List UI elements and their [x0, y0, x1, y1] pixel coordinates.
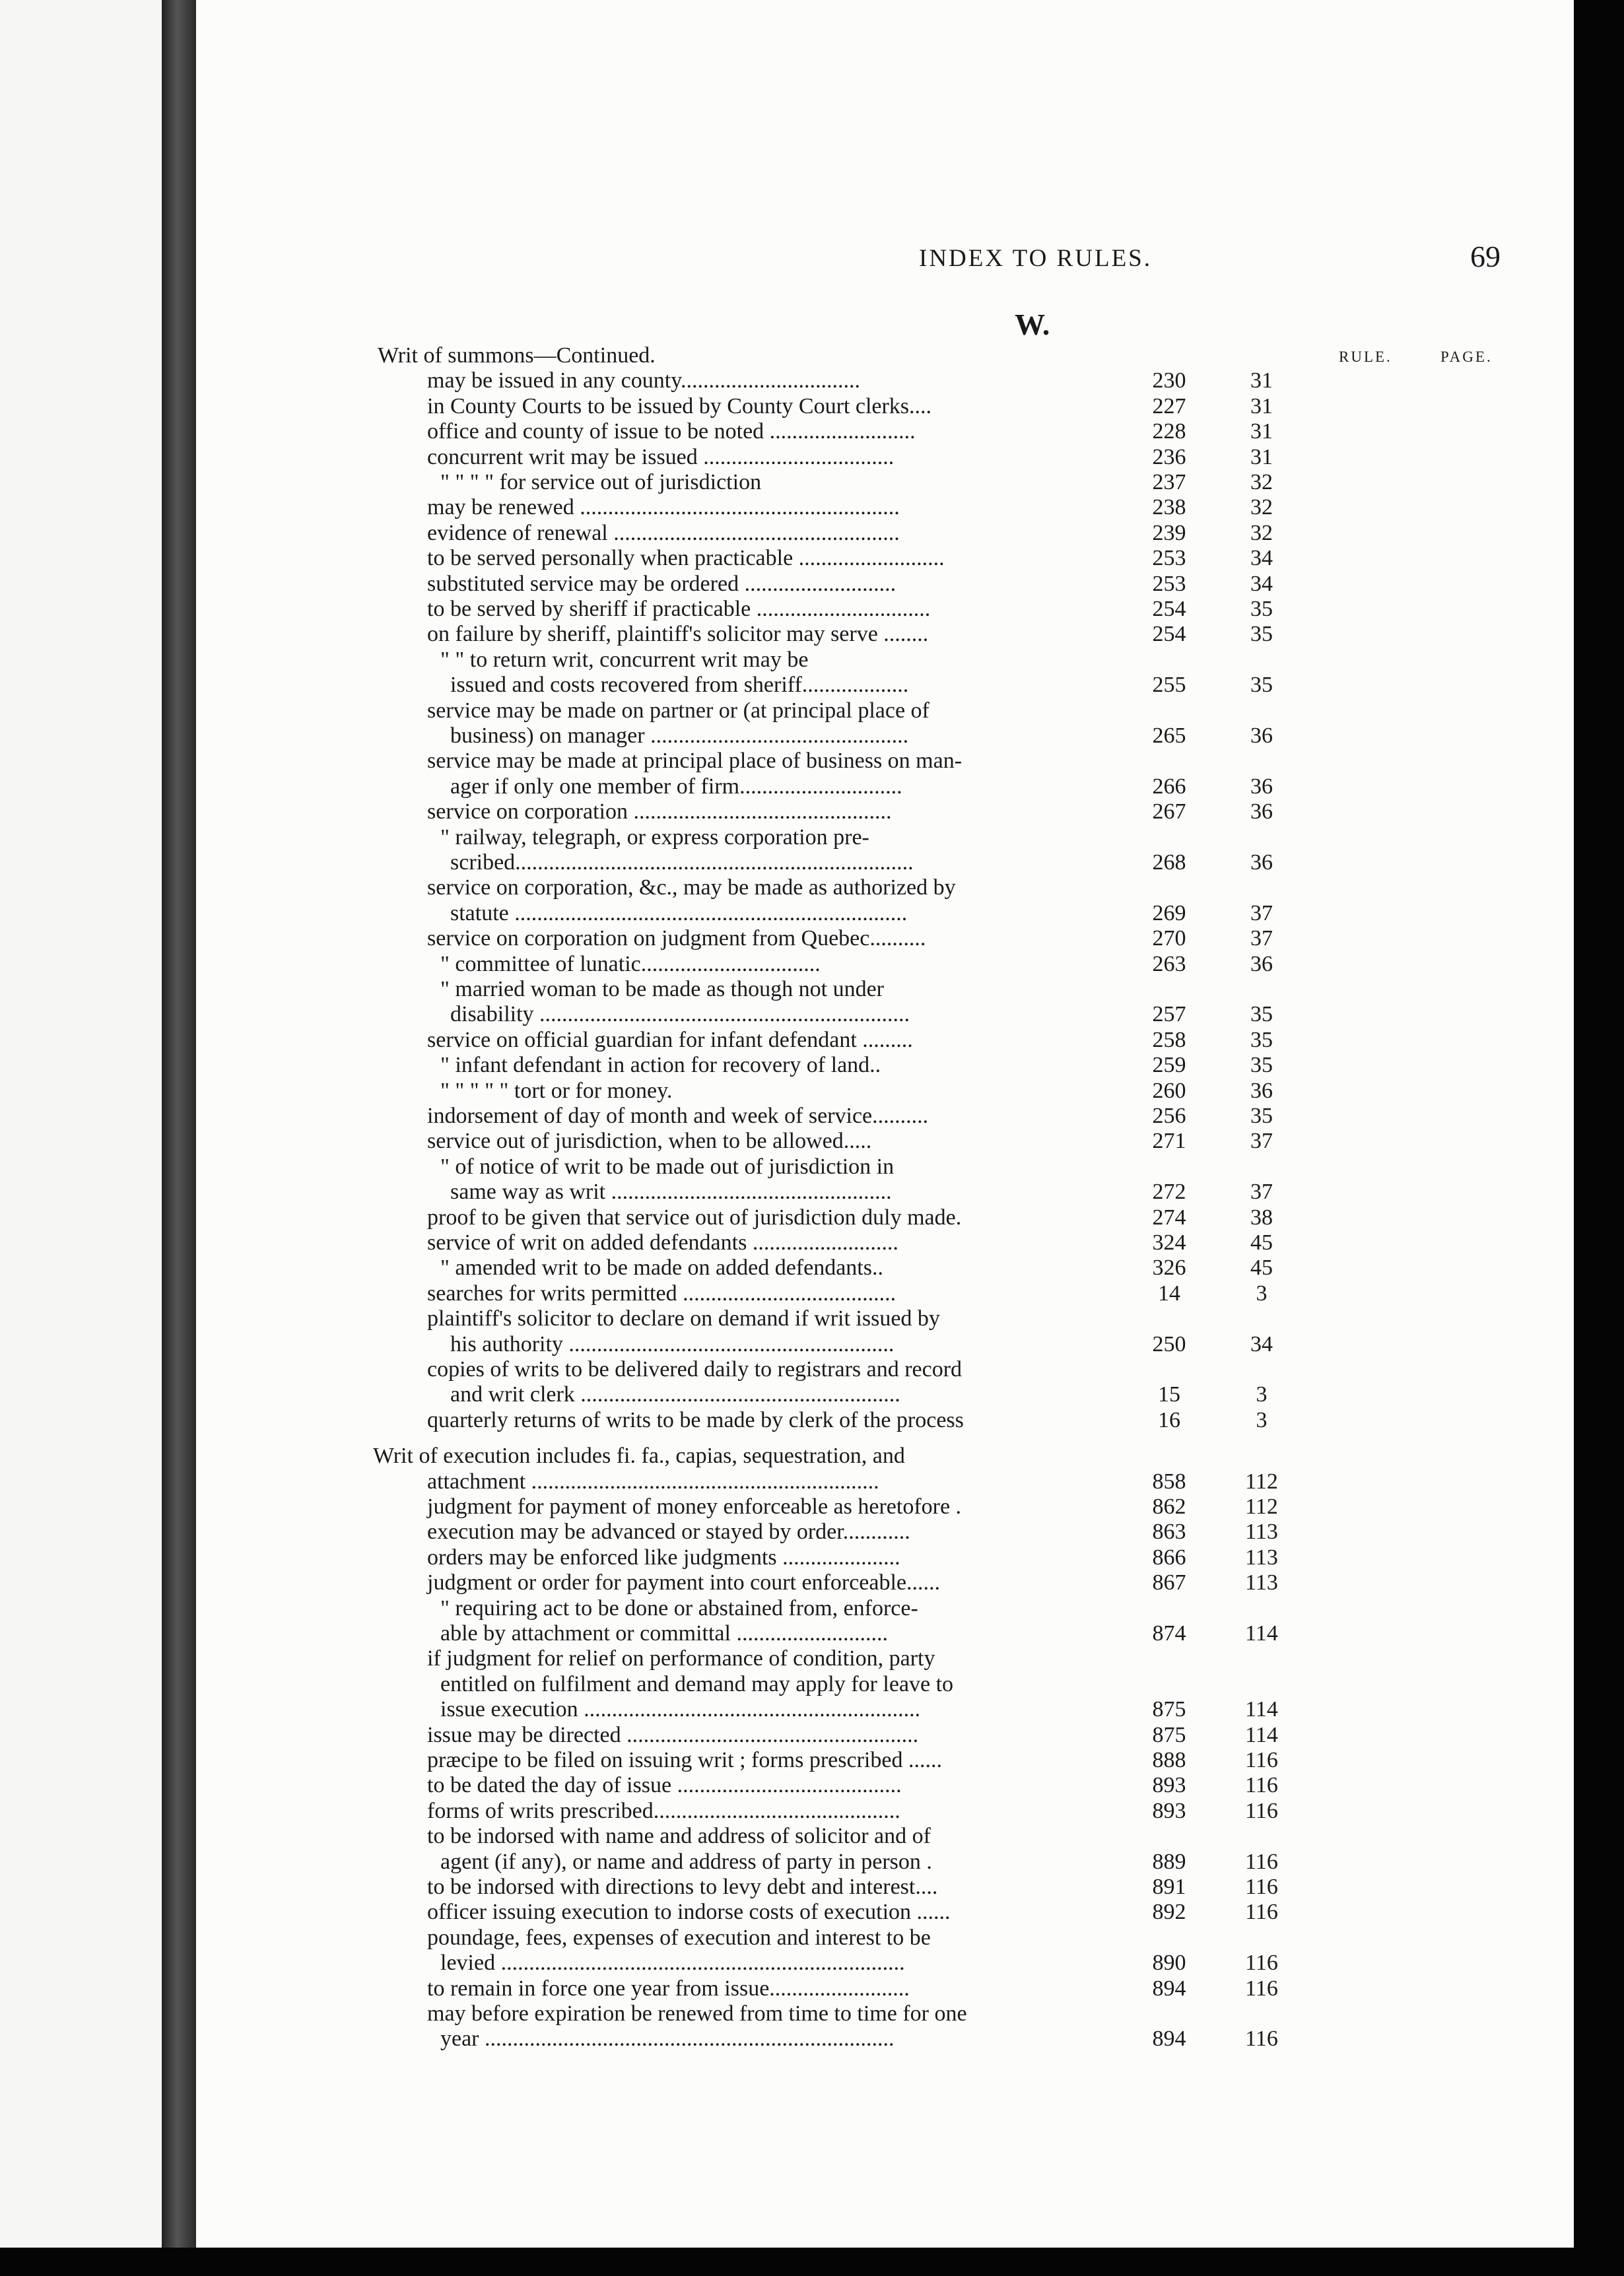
index-entry-line [196, 1951, 1574, 1976]
entry-text: to be indorsed with name and address of solicitor and of [427, 1824, 931, 1849]
index-entry-line [196, 901, 1574, 926]
rule-number: 236 [1152, 444, 1186, 469]
index-entry-line [196, 419, 1574, 444]
rule-number: 230 [1152, 368, 1186, 393]
entry-text: may be issued in any county................................ [427, 368, 860, 393]
rule-number: 253 [1152, 571, 1186, 596]
rule-number: 253 [1152, 546, 1186, 571]
rule-column-header: RULE. [1339, 349, 1392, 365]
page-reference: 116 [1245, 1748, 1278, 1772]
entry-text: service on official guardian for infant defendant ......... [427, 1027, 913, 1052]
rule-number: 266 [1152, 774, 1186, 799]
rule-number: 256 [1152, 1104, 1186, 1128]
index-entry-line [196, 1230, 1574, 1255]
page-reference: 116 [1245, 1849, 1278, 1874]
index-entry-line [196, 648, 1574, 673]
rule-number: 271 [1152, 1129, 1186, 1154]
rule-number: 890 [1152, 1951, 1186, 1976]
page-reference: 114 [1245, 1621, 1278, 1646]
rule-number: 14 [1158, 1281, 1180, 1306]
index-entry-line [196, 1672, 1574, 1697]
page-reference: 116 [1245, 1900, 1278, 1925]
entry-text: concurrent writ may be issued .................................. [427, 444, 895, 469]
index-entry-line [196, 1799, 1574, 1824]
page-reference: 31 [1250, 368, 1273, 393]
entry-text: issued and costs recovered from sheriff................... [450, 673, 909, 698]
rule-number: 263 [1152, 951, 1186, 976]
rule-number: 892 [1152, 1900, 1186, 1925]
index-entry-line [196, 673, 1574, 698]
index-entry-line [196, 2001, 1574, 2026]
section-letter: W. [1015, 308, 1050, 341]
index-entry-line [196, 1382, 1574, 1407]
index-entry-line [196, 1205, 1574, 1230]
index-entry-line [196, 1281, 1574, 1306]
index-entry-line [196, 1053, 1574, 1078]
entry-text: judgment or order for payment into court enforceable...... [427, 1570, 941, 1595]
entry-text: issue execution ............................................................ [440, 1697, 921, 1722]
page-reference: 3 [1256, 1281, 1268, 1306]
rule-number: 889 [1152, 1849, 1186, 1874]
rule-number: 272 [1152, 1180, 1186, 1205]
page-reference: 3 [1256, 1407, 1268, 1432]
index-entry-line [196, 1028, 1574, 1053]
page-reference: 113 [1245, 1545, 1278, 1570]
rule-number: 254 [1152, 597, 1186, 621]
index-entry-line [196, 1002, 1574, 1027]
index-entry-line [196, 597, 1574, 622]
page-reference: 32 [1250, 520, 1273, 545]
index-entry-line [196, 1180, 1574, 1205]
entry-text: judgment for payment of money enforceable as heretofore . [427, 1494, 962, 1519]
facing-page-edge [0, 0, 162, 2276]
index-entry-line [196, 1545, 1574, 1570]
rule-number: 274 [1152, 1205, 1186, 1230]
index-entry-line [196, 546, 1574, 571]
rule-number: 237 [1152, 470, 1186, 494]
entry-text: poundage, fees, expenses of execution and interest to be [427, 1925, 931, 1950]
index-entry-line [196, 1621, 1574, 1646]
entry-text: execution may be advanced or stayed by order............ [427, 1520, 910, 1545]
entry-text: service on corporation on judgment from Quebec.......... [427, 926, 926, 951]
rule-number: 255 [1152, 673, 1186, 698]
index-entry-line [196, 1900, 1574, 1925]
index-entry-line [196, 1748, 1574, 1773]
entry-text: same way as writ .................................................. [450, 1180, 892, 1205]
index-entry-line [196, 977, 1574, 1002]
book-page [196, 0, 1574, 2248]
entry-text: forms of writs prescribed............................................ [427, 1798, 900, 1823]
rule-number: 874 [1152, 1621, 1186, 1646]
rule-number: 15 [1158, 1382, 1180, 1407]
rule-number: 875 [1152, 1697, 1186, 1722]
index-entry-line [196, 445, 1574, 470]
entry-text: " railway, telegraph, or express corporation pre- [440, 824, 869, 850]
entry-text: levied ........................................................................ [440, 1951, 905, 1976]
rule-number: 893 [1152, 1798, 1186, 1823]
page-reference: 36 [1250, 850, 1273, 875]
entry-text: issue may be directed .................................................... [427, 1722, 919, 1747]
entry-text: copies of writs to be delivered daily to registrars and record [427, 1357, 963, 1382]
page-reference: 31 [1250, 419, 1273, 444]
page-reference: 35 [1250, 597, 1273, 621]
index-entry-line [196, 749, 1574, 774]
page-reference: 38 [1250, 1205, 1273, 1230]
index-entry-line [196, 1520, 1574, 1545]
index-entry-line [196, 1469, 1574, 1494]
page-reference: 37 [1250, 1129, 1273, 1154]
entry-text: scribed....................................................................... [450, 850, 914, 875]
rule-number: 268 [1152, 850, 1186, 875]
page-reference: 32 [1250, 470, 1273, 494]
page-reference: 36 [1250, 799, 1273, 824]
rule-number: 254 [1152, 622, 1186, 647]
rule-number: 891 [1152, 1875, 1186, 1899]
entry-text: Writ of summons—Continued. [378, 343, 656, 368]
page-reference: 45 [1250, 1255, 1273, 1281]
index-entry-line [196, 1824, 1574, 1849]
entry-text: may before expiration be renewed from time to time for one [427, 2001, 967, 2026]
index-entry-line [196, 825, 1574, 850]
entry-text: ager if only one member of firm............................. [450, 774, 902, 799]
entry-text: to be indorsed with directions to levy debt and interest.... [427, 1875, 938, 1899]
entry-text: statute ...................................................................... [450, 900, 908, 925]
entry-text: service may be made on partner or (at principal place of [427, 698, 930, 723]
entry-text: " committee of lunatic................................ [440, 951, 821, 976]
page-reference: 116 [1245, 1773, 1278, 1798]
entry-text: disability .................................................................. [450, 1002, 910, 1027]
entry-text: to be served personally when practicable .......................... [427, 546, 945, 571]
entry-text: business) on manager .............................................. [450, 723, 909, 748]
index-entry-line [196, 875, 1574, 900]
entry-text: " married woman to be made as though not under [440, 977, 884, 1001]
rule-number: 888 [1152, 1748, 1186, 1772]
index-entry-line [196, 799, 1574, 824]
rule-number: 862 [1152, 1494, 1186, 1519]
page-reference: 36 [1250, 774, 1273, 799]
page-reference: 112 [1245, 1469, 1278, 1494]
index-entry-line [196, 1494, 1574, 1520]
page-reference: 113 [1245, 1570, 1278, 1595]
index-entry-line [196, 1306, 1574, 1331]
entry-text: " " " " for service out of jurisdiction [440, 470, 762, 494]
page-reference: 34 [1250, 546, 1273, 571]
page-reference: 34 [1250, 1331, 1273, 1356]
page-reference: 116 [1245, 1976, 1278, 2001]
index-entry-line [196, 698, 1574, 723]
index-entry-line [196, 1357, 1574, 1382]
entry-text: quarterly returns of writs to be made by clerk of the process [427, 1407, 964, 1432]
entry-text: Writ of execution includes fi. fa., capias, sequestration, and [373, 1444, 905, 1469]
index-entry-line [196, 368, 1574, 393]
entry-text: evidence of renewal ................................................... [427, 520, 900, 545]
page-reference: 3 [1256, 1382, 1268, 1407]
entry-text: " requiring act to be done or abstained from, enforce- [440, 1595, 918, 1621]
entry-text: to be dated the day of issue ........................................ [427, 1773, 902, 1798]
page-reference: 116 [1245, 1875, 1278, 1899]
rule-number: 260 [1152, 1078, 1186, 1103]
page-reference: 37 [1250, 926, 1273, 951]
entry-text: substituted service may be ordered ........................... [427, 571, 897, 596]
page-reference: 114 [1245, 1722, 1278, 1747]
page-reference: 35 [1250, 1002, 1273, 1027]
entry-text: service on corporation, &c., may be made as authorized by [427, 875, 956, 900]
page-reference: 45 [1250, 1230, 1273, 1255]
index-entry-line [196, 1646, 1574, 1671]
index-entry-line [196, 1773, 1574, 1798]
rule-number: 258 [1152, 1027, 1186, 1052]
entry-text: to remain in force one year from issue......................... [427, 1976, 910, 2001]
page-reference: 37 [1250, 900, 1273, 925]
index-entry-line [196, 622, 1574, 647]
rule-number: 894 [1152, 1976, 1186, 2001]
rule-number: 250 [1152, 1331, 1186, 1356]
entry-text: " " to return writ, concurrent writ may be [440, 647, 809, 672]
index-entry-line [196, 394, 1574, 419]
index-entry-line [196, 1850, 1574, 1875]
running-header: INDEX TO RULES. [919, 245, 1152, 272]
entry-text: may be renewed ......................................................... [427, 495, 900, 520]
entry-text: attachment .............................................................. [427, 1469, 879, 1494]
entry-text: able by attachment or committal ........................... [440, 1621, 888, 1646]
rule-number: 239 [1152, 520, 1186, 545]
rule-number: 267 [1152, 799, 1186, 824]
entry-text: orders may be enforced like judgments ..................... [427, 1545, 900, 1570]
rule-number: 259 [1152, 1053, 1186, 1078]
entry-text: entitled on fulfilment and demand may apply for leave to [440, 1671, 954, 1696]
rule-number: 326 [1152, 1255, 1186, 1281]
gutter-shadow [162, 0, 196, 2276]
page-reference: 116 [1245, 1798, 1278, 1823]
rule-number: 265 [1152, 723, 1186, 748]
index-entry-line [196, 343, 1574, 368]
page-reference: 114 [1245, 1697, 1278, 1722]
rule-number: 867 [1152, 1570, 1186, 1595]
rule-number: 270 [1152, 926, 1186, 951]
entry-text: proof to be given that service out of jurisdiction duly made. [427, 1205, 962, 1230]
entry-text: plaintiff's solicitor to declare on demand if writ issued by [427, 1306, 940, 1331]
page-reference: 32 [1250, 495, 1273, 520]
page-column-header: PAGE. [1440, 349, 1493, 365]
rule-number: 858 [1152, 1469, 1186, 1494]
page-reference: 36 [1250, 723, 1273, 748]
index-entry-line [196, 470, 1574, 495]
page-reference: 35 [1250, 1053, 1273, 1078]
page-reference: 35 [1250, 673, 1273, 698]
page-reference: 116 [1245, 1951, 1278, 1976]
index-entry-line [196, 521, 1574, 546]
entry-text: agent (if any), or name and address of party in person . [440, 1849, 932, 1874]
entry-text: office and county of issue to be noted .......................... [427, 419, 916, 444]
rule-number: 228 [1152, 419, 1186, 444]
rule-number: 863 [1152, 1520, 1186, 1545]
entry-text: " " " " " tort or for money. [440, 1078, 673, 1103]
page-reference: 113 [1245, 1520, 1278, 1545]
index-entry-line [196, 495, 1574, 520]
rule-number: 269 [1152, 900, 1186, 925]
page-reference: 35 [1250, 622, 1273, 647]
index-entry-line [196, 1444, 1574, 1469]
index-entry-line [196, 774, 1574, 799]
page-reference: 37 [1250, 1180, 1273, 1205]
index-entry-line [196, 952, 1574, 977]
rule-number: 16 [1158, 1407, 1180, 1432]
entry-text: his authority .......................................................... [450, 1331, 895, 1356]
rule-number: 894 [1152, 2026, 1186, 2052]
index-entry-line [196, 1925, 1574, 1951]
page-reference: 31 [1250, 444, 1273, 469]
page-reference: 112 [1245, 1494, 1278, 1519]
index-entry-line [196, 1155, 1574, 1180]
entry-text: service may be made at principal place of business on man- [427, 749, 963, 774]
entry-text: service out of jurisdiction, when to be allowed..... [427, 1129, 872, 1154]
index-entry-line [196, 1408, 1574, 1433]
rule-number: 866 [1152, 1545, 1186, 1570]
index-entry-line [196, 1104, 1574, 1129]
entry-text: if judgment for relief on performance of condition, party [427, 1646, 935, 1671]
entry-text: year ......................................................................... [440, 2026, 895, 2052]
index-entry-line [196, 1129, 1574, 1154]
entry-text: service of writ on added defendants .......................... [427, 1230, 898, 1255]
index-entry-line [196, 1079, 1574, 1104]
index-entry-line [196, 1332, 1574, 1357]
page-reference: 36 [1250, 1078, 1273, 1103]
index-entry-line [196, 1875, 1574, 1900]
index-entry-line [196, 572, 1574, 597]
index-entry-line [196, 1697, 1574, 1722]
index-entry-line [196, 723, 1574, 749]
entry-text: searches for writs permitted ...................................... [427, 1281, 897, 1306]
index-entry-line [196, 926, 1574, 951]
rule-number: 238 [1152, 495, 1186, 520]
index-entry-line [196, 1976, 1574, 2001]
entry-text: in County Courts to be issued by County Court clerks.... [427, 393, 932, 418]
entry-text: on failure by sheriff, plaintiff's solicitor may serve ........ [427, 622, 929, 647]
entry-text: officer issuing execution to indorse costs of execution ...... [427, 1900, 951, 1925]
entry-text: " of notice of writ to be made out of jurisdiction in [440, 1154, 895, 1179]
page-reference: 34 [1250, 571, 1273, 596]
page-reference: 35 [1250, 1027, 1273, 1052]
index-entry-line [196, 2026, 1574, 2052]
entry-text: service on corporation .............................................. [427, 799, 892, 824]
entry-text: " infant defendant in action for recovery of land.. [440, 1053, 881, 1078]
index-entry-line [196, 1570, 1574, 1595]
index-entry-line [196, 1596, 1574, 1621]
rule-number: 257 [1152, 1002, 1186, 1027]
rule-number: 227 [1152, 393, 1186, 418]
right-scan-edge [1574, 0, 1624, 2276]
entry-text: to be served by sheriff if practicable ............................... [427, 597, 931, 621]
page-reference: 35 [1250, 1104, 1273, 1128]
entry-text: præcipe to be filed on issuing writ ; forms prescribed ...... [427, 1748, 942, 1772]
rule-number: 893 [1152, 1773, 1186, 1798]
entry-text: " amended writ to be made on added defendants.. [440, 1255, 883, 1281]
index-entry-line [196, 1255, 1574, 1281]
entry-text: and writ clerk ......................................................... [450, 1382, 900, 1407]
page-number: 69 [1470, 240, 1501, 273]
rule-number: 324 [1152, 1230, 1186, 1255]
index-entry-line [196, 1723, 1574, 1748]
page-reference: 36 [1250, 951, 1273, 976]
index-entry-line [196, 850, 1574, 875]
page-reference: 116 [1245, 2026, 1278, 2052]
rule-number: 875 [1152, 1722, 1186, 1747]
entry-text: indorsement of day of month and week of service.......... [427, 1104, 929, 1128]
bottom-scan-edge [0, 2248, 1624, 2276]
page-reference: 31 [1250, 393, 1273, 418]
